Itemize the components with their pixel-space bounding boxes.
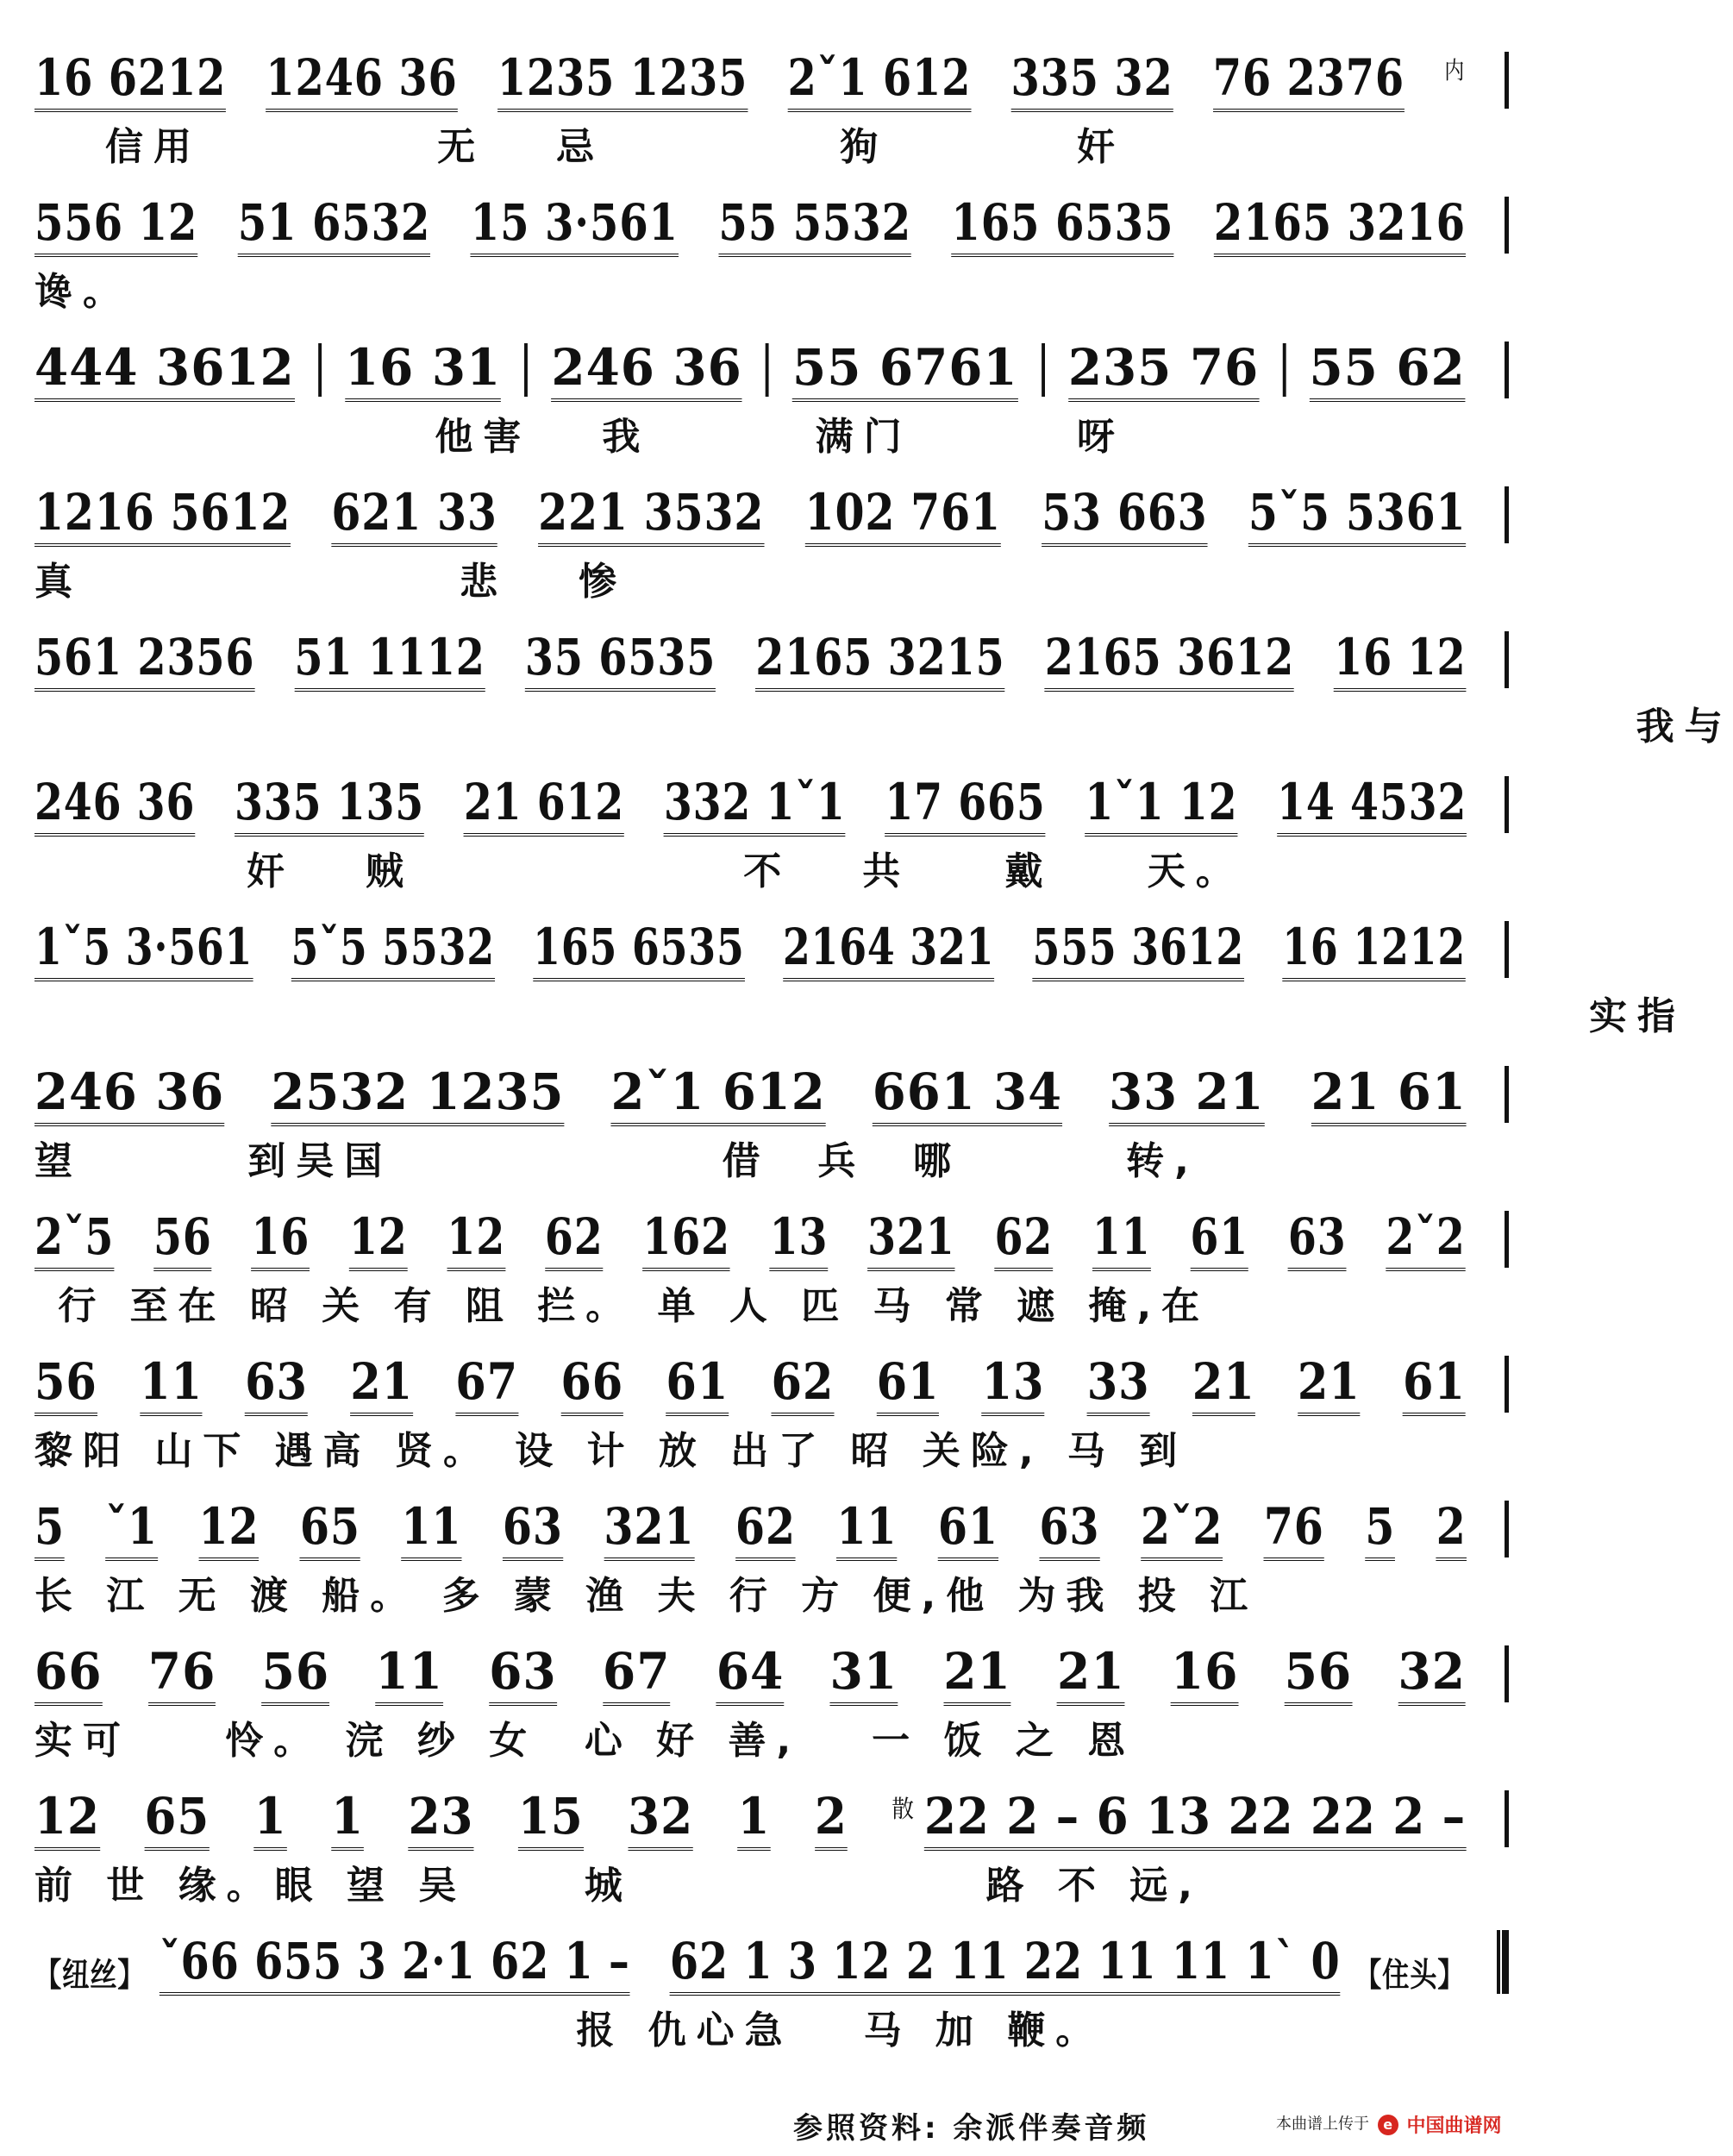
measure-notes: 2ˇ2 — [1141, 1497, 1223, 1561]
end-barline — [1505, 1066, 1509, 1123]
notation-row — [34, 904, 1467, 981]
final-barline — [1497, 1930, 1509, 1994]
suffix-tag: 【住头】 — [1354, 1956, 1466, 1994]
measure-notes: 56 — [262, 1642, 330, 1706]
measure-notes: 56 — [1285, 1642, 1353, 1706]
measure-notes: 76 2376 — [1213, 48, 1405, 112]
measure-notes: 1235 1235 — [497, 48, 748, 112]
measure-notes: 13 — [770, 1207, 829, 1271]
measure-notes: 63 — [1288, 1207, 1347, 1271]
measure-notes: 1 — [737, 1787, 770, 1851]
measure-notes: 661 34 — [873, 1062, 1062, 1126]
measure-notes: 61 — [877, 1352, 940, 1416]
measure-notes: 16 12 — [1334, 628, 1466, 692]
measure-notes: 31 — [829, 1642, 898, 1706]
notation-row — [34, 1194, 1466, 1271]
measure-notes: 335 135 — [235, 773, 424, 837]
measure-notes: 12 — [198, 1497, 259, 1561]
score-line — [34, 34, 1509, 172]
lyrics-row: 他害 我 满门 呀 — [34, 415, 1125, 459]
notation-row — [34, 34, 1466, 112]
notation-row — [34, 1773, 1467, 1851]
measure-notes: 162 — [642, 1207, 729, 1271]
measure-notes: 556 12 — [34, 193, 197, 257]
measure-notes: 21 — [350, 1352, 413, 1416]
measure-notes: 51 1112 — [294, 628, 485, 692]
measure-notes: 64 — [716, 1642, 785, 1706]
measure-notes: 2164 321 — [783, 918, 994, 981]
end-barline — [1505, 1790, 1509, 1847]
site-logo-icon: e — [1378, 2115, 1398, 2135]
upload-text: 本曲谱上传于 — [1276, 2115, 1369, 2134]
measure-notes: 76 — [1264, 1497, 1324, 1561]
prefix-tag: 【纽丝】 — [34, 1956, 146, 1994]
measure-notes: 2165 3612 — [1045, 628, 1294, 692]
measure-notes: 62 — [545, 1207, 604, 1271]
measure-notes: 246 36 — [34, 773, 195, 837]
measure-notes: 62 — [735, 1497, 796, 1561]
measure-notes: 2 — [815, 1787, 848, 1851]
end-barline — [1505, 486, 1509, 543]
measure-notes: 16 — [1171, 1642, 1239, 1706]
score-line — [34, 1338, 1509, 1476]
measure-notes: 1ˇ1 12 — [1085, 773, 1237, 837]
measure-notes: 67 — [455, 1352, 518, 1416]
measure-notes: 221 3532 — [538, 483, 764, 547]
score-line — [34, 1049, 1509, 1187]
lyrics-row: 实指 — [34, 994, 1686, 1038]
measure-notes: 2ˇ2 — [1386, 1207, 1465, 1271]
measure-notes: 561 2356 — [34, 628, 254, 692]
reference-note: 参照资料: 余派伴奏音频 — [793, 2111, 1150, 2146]
lyrics-row: 前 世 缘。眼 望 吴 城 路 不 远, — [34, 1864, 1203, 1908]
end-barline — [1505, 1356, 1509, 1413]
measure-notes: 63 — [245, 1352, 308, 1416]
measure-notes: 11 — [836, 1497, 897, 1561]
measure-notes: 61 — [938, 1497, 998, 1561]
notation-row — [34, 1338, 1466, 1416]
end-barline — [1505, 52, 1509, 109]
measure-notes: 16 — [251, 1207, 310, 1271]
measure-notes: 14 4532 — [1277, 773, 1467, 837]
measure-notes: ˇ1 — [105, 1497, 157, 1561]
free-tempo-notes: 22 2 – 6 13 22 22 2 – — [924, 1787, 1466, 1851]
lyrics-row: 报 仇心急 马 加 鞭。 — [34, 2009, 1104, 2053]
notation-row — [34, 324, 1466, 402]
performance-mark: 散 — [892, 1795, 915, 1823]
score-line — [34, 1483, 1509, 1621]
measure-notes: 12 — [349, 1207, 408, 1271]
measure-notes: 67 — [603, 1642, 671, 1706]
notation-row — [34, 614, 1467, 692]
measure-notes: 2165 3215 — [755, 628, 1004, 692]
measure-notes: 55 6761 — [792, 338, 1018, 402]
measure-notes: 1ˇ5 3·561 — [34, 918, 253, 981]
measure-notes: 555 3612 — [1033, 918, 1244, 981]
measure-notes: 246 36 — [551, 338, 741, 402]
measure-notes: 15 3·561 — [471, 193, 679, 257]
measure-notes: 16 1212 — [1282, 918, 1466, 981]
measure-notes: 35 6535 — [525, 628, 716, 692]
measure-notes: 2532 1235 — [271, 1062, 564, 1126]
measure-notes: 17 665 — [885, 773, 1045, 837]
barline — [766, 343, 769, 397]
footer — [0, 2104, 1543, 2147]
measure-notes: 5ˇ5 5361 — [1248, 483, 1467, 547]
lyrics-row: 奸 贼 不 共 戴 天。 — [34, 849, 1244, 893]
measure-notes: 1216 5612 — [34, 483, 291, 547]
score-line — [34, 1628, 1509, 1766]
notation-row — [34, 1918, 1466, 1996]
barline — [1042, 343, 1045, 397]
score-line — [34, 1194, 1509, 1332]
measure-notes: 56 — [34, 1352, 97, 1416]
measure-notes: 63 — [489, 1642, 557, 1706]
score-line — [34, 1773, 1509, 1911]
lyrics-row: 谗。 — [34, 270, 131, 314]
measure-notes: 2ˇ1 612 — [787, 48, 971, 112]
measure-notes: 56 — [153, 1207, 212, 1271]
measure-notes: 444 3612 — [34, 338, 295, 402]
measure-notes: 21 — [1057, 1642, 1125, 1706]
barline — [1282, 343, 1286, 397]
measure-notes: 65 — [144, 1787, 210, 1851]
measure-notes: 11 — [140, 1352, 203, 1416]
lyrics-row: 望 到吴国 借 兵 哪 转, — [34, 1139, 1199, 1183]
measure-notes: 5 — [1365, 1497, 1395, 1561]
score-line — [34, 904, 1686, 1042]
score-line — [34, 614, 1733, 752]
measure-notes: 66 — [560, 1352, 623, 1416]
measure-notes: 11 — [401, 1497, 461, 1561]
lyrics-row: 长 江 无 渡 船。 多 蒙 渔 夫 行 方 便,他 为我 投 江 — [34, 1574, 1259, 1618]
measure-notes: 16 31 — [345, 338, 501, 402]
score-line — [34, 1918, 1509, 2056]
measure-notes: 63 — [1039, 1497, 1099, 1561]
notation-row — [34, 179, 1466, 257]
measure-notes: 33 21 — [1109, 1062, 1264, 1126]
measure-notes: 235 76 — [1068, 338, 1259, 402]
measure-notes: 335 32 — [1010, 48, 1173, 112]
measure-notes: 165 6535 — [533, 918, 744, 981]
measure-notes: 2 — [1436, 1497, 1467, 1561]
measure-notes: 2ˇ1 612 — [611, 1062, 826, 1126]
measure-notes: 13 — [982, 1352, 1045, 1416]
end-barline — [1505, 197, 1509, 254]
measure-notes: 165 6535 — [951, 193, 1173, 257]
measure-notes: 5ˇ5 5532 — [291, 918, 494, 981]
measure-notes: 21 — [1298, 1352, 1361, 1416]
measure-notes: 12 — [447, 1207, 505, 1271]
measure-notes: 51 6532 — [238, 193, 431, 257]
end-barline — [1505, 342, 1509, 398]
measure-notes: 16 6212 — [34, 48, 226, 112]
measure-notes: 66 — [34, 1642, 103, 1706]
measure-notes: 1246 36 — [266, 48, 457, 112]
measure-notes: 62 1 3 12 2 11 22 11 11 1ˋ 0 — [670, 1932, 1341, 1996]
end-barline — [1505, 1501, 1509, 1557]
lyrics-row: 信用 无 忌 狗 奸 — [34, 125, 1125, 169]
measure-notes: 21 61 — [1311, 1062, 1467, 1126]
measure-notes: 55 5532 — [718, 193, 911, 257]
measure-notes: 63 — [503, 1497, 563, 1561]
measure-notes: 21 — [943, 1642, 1011, 1706]
measure-notes: 246 36 — [34, 1062, 224, 1126]
notation-row — [34, 759, 1467, 837]
measure-notes: 5 — [34, 1497, 65, 1561]
measure-notes: 55 62 — [1309, 338, 1465, 402]
end-barline — [1505, 631, 1509, 688]
measure-notes: 621 33 — [331, 483, 497, 547]
measure-notes: 1 — [331, 1787, 364, 1851]
lyrics-row: 我与 — [34, 705, 1733, 749]
measure-notes: 11 — [375, 1642, 443, 1706]
score-line — [34, 179, 1509, 317]
notation-row — [34, 469, 1467, 547]
measure-notes: 21 612 — [464, 773, 624, 837]
measure-notes: 32 — [1398, 1642, 1466, 1706]
measure-notes: 65 — [300, 1497, 360, 1561]
barline — [524, 343, 528, 397]
measure-notes: 33 — [1087, 1352, 1150, 1416]
measure-notes: 61 — [1190, 1207, 1248, 1271]
upload-note — [1276, 2111, 1501, 2138]
measure-notes: 61 — [1403, 1352, 1466, 1416]
measure-notes: 1 — [254, 1787, 287, 1851]
notation-row — [34, 1628, 1466, 1706]
measure-notes: 53 663 — [1042, 483, 1207, 547]
measure-notes: 2ˇ5 — [34, 1207, 114, 1271]
measure-notes: 321 — [867, 1207, 954, 1271]
measure-notes: 11 — [1092, 1207, 1151, 1271]
measure-notes: 62 — [994, 1207, 1053, 1271]
lyrics-row: 真 悲 惨 — [34, 560, 628, 604]
performance-mark: 内 — [1444, 56, 1466, 85]
end-barline — [1505, 1645, 1509, 1702]
measure-notes: ˇ66 655 3 2·1 62 1 – — [160, 1932, 630, 1996]
measure-notes: 21 — [1192, 1352, 1255, 1416]
measure-notes: 12 — [34, 1787, 100, 1851]
lyrics-row: 行 至在 昭 关 有 阻 拦。 单 人 匹 马 常 遮 掩,在 — [34, 1284, 1211, 1328]
measure-notes: 76 — [148, 1642, 216, 1706]
score-line — [34, 759, 1509, 897]
measure-notes: 15 — [518, 1787, 584, 1851]
notation-row — [34, 1483, 1467, 1561]
end-barline — [1505, 921, 1509, 978]
measure-notes: 332 1ˇ1 — [664, 773, 846, 837]
measure-notes: 102 761 — [805, 483, 1001, 547]
measure-notes: 62 — [772, 1352, 835, 1416]
score-line — [34, 469, 1509, 607]
measure-notes: 32 — [628, 1787, 693, 1851]
measure-notes: 61 — [666, 1352, 729, 1416]
measure-notes: 23 — [408, 1787, 473, 1851]
barline — [318, 343, 322, 397]
score-line — [34, 324, 1509, 462]
lyrics-row: 黎阳 山下 遇高 贤。 设 计 放 出了 昭 关险, 马 到 — [34, 1429, 1188, 1473]
measure-notes: 321 — [604, 1497, 694, 1561]
site-name: 中国曲谱网 — [1406, 2115, 1502, 2137]
end-barline — [1505, 1211, 1509, 1268]
notation-row — [34, 1049, 1467, 1126]
end-barline — [1505, 776, 1509, 833]
measure-notes: 2165 3216 — [1214, 193, 1466, 257]
lyrics-row: 实可 怜。 浣 纱 女 心 好 善, 一 饭 之 恩 — [34, 1719, 1136, 1763]
